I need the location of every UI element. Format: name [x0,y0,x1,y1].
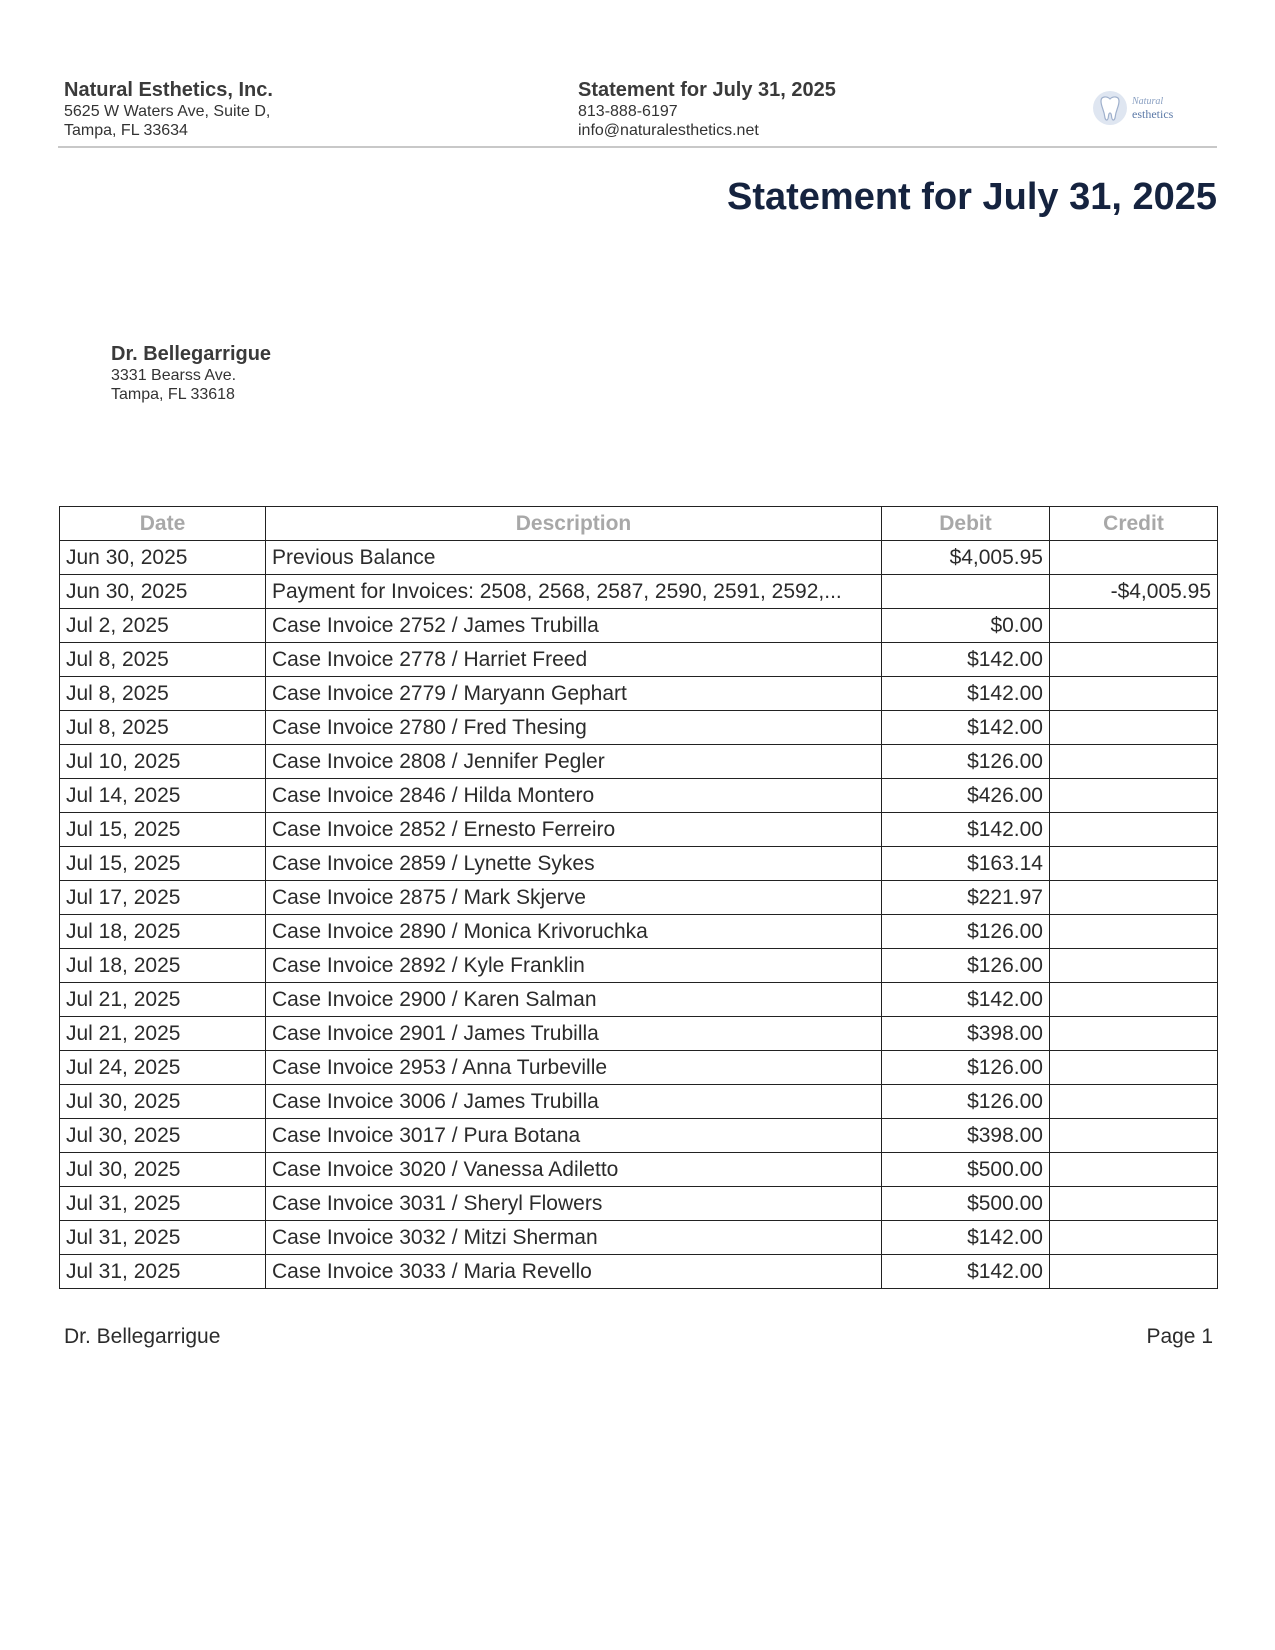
recipient-block [111,342,271,404]
table-row [60,949,1218,983]
table-row [60,779,1218,813]
cell-credit [1050,881,1218,915]
column-header-debit: Debit [882,507,1050,541]
cell-date: Jul 8, 2025 [60,711,266,745]
cell-debit: $126.00 [882,949,1050,983]
cell-credit [1050,541,1218,575]
cell-debit: $142.00 [882,711,1050,745]
table-row [60,1255,1218,1289]
table-row [60,915,1218,949]
recipient-address-line1: 3331 Bearss Ave. [111,367,237,384]
cell-date: Jul 2, 2025 [60,609,266,643]
cell-description: Previous Balance [266,541,882,575]
cell-credit [1050,1255,1218,1289]
cell-date: Jul 30, 2025 [60,1119,266,1153]
cell-description: Case Invoice 3033 / Maria Revello [266,1255,882,1289]
cell-date: Jul 15, 2025 [60,847,266,881]
cell-debit: $126.00 [882,915,1050,949]
cell-description: Case Invoice 2846 / Hilda Montero [266,779,882,813]
cell-description: Case Invoice 2778 / Harriet Freed [266,643,882,677]
cell-credit [1050,915,1218,949]
cell-date: Jul 17, 2025 [60,881,266,915]
cell-date: Jul 15, 2025 [60,813,266,847]
cell-date: Jul 18, 2025 [60,949,266,983]
cell-date: Jul 21, 2025 [60,983,266,1017]
cell-debit: $163.14 [882,847,1050,881]
cell-description: Case Invoice 2779 / Maryann Gephart [266,677,882,711]
cell-credit [1050,609,1218,643]
cell-debit: $126.00 [882,1085,1050,1119]
company-email: info@naturalesthetics.net [578,122,759,139]
cell-credit [1050,677,1218,711]
cell-description: Case Invoice 2852 / Ernesto Ferreiro [266,813,882,847]
cell-date: Jul 24, 2025 [60,1051,266,1085]
table-row [60,813,1218,847]
cell-credit [1050,1119,1218,1153]
cell-debit [882,575,1050,609]
cell-date: Jul 10, 2025 [60,745,266,779]
cell-description: Case Invoice 3020 / Vanessa Adiletto [266,1153,882,1187]
table-header-row [60,507,1218,541]
company-address-line2: Tampa, FL 33634 [64,122,188,139]
cell-debit: $398.00 [882,1017,1050,1051]
company-block [64,78,273,140]
cell-credit [1050,711,1218,745]
cell-description: Case Invoice 2808 / Jennifer Pegler [266,745,882,779]
cell-description: Case Invoice 2752 / James Trubilla [266,609,882,643]
cell-description: Case Invoice 3031 / Sheryl Flowers [266,1187,882,1221]
table-row [60,1153,1218,1187]
recipient-address-line2: Tampa, FL 33618 [111,386,235,403]
cell-debit: $142.00 [882,813,1050,847]
table-row [60,1085,1218,1119]
cell-description: Case Invoice 2890 / Monica Krivoruchka [266,915,882,949]
table-row [60,575,1218,609]
table-row [60,745,1218,779]
table-row [60,541,1218,575]
cell-date: Jul 21, 2025 [60,1017,266,1051]
table-row [60,1119,1218,1153]
table-row [60,881,1218,915]
company-name: Natural Esthetics, Inc. [64,79,273,101]
cell-date: Jul 31, 2025 [60,1221,266,1255]
footer-recipient-name: Dr. Bellegarrigue [64,1325,221,1348]
cell-credit [1050,1187,1218,1221]
cell-date: Jun 30, 2025 [60,575,266,609]
cell-description: Case Invoice 3032 / Mitzi Sherman [266,1221,882,1255]
table-row [60,643,1218,677]
cell-credit: -$4,005.95 [1050,575,1218,609]
cell-debit: $126.00 [882,745,1050,779]
cell-debit: $398.00 [882,1119,1050,1153]
tooth-logo-icon [1090,88,1130,128]
cell-description: Case Invoice 2900 / Karen Salman [266,983,882,1017]
cell-description: Case Invoice 2875 / Mark Skjerve [266,881,882,915]
cell-description: Case Invoice 2859 / Lynette Sykes [266,847,882,881]
cell-credit [1050,983,1218,1017]
company-logo [1090,88,1200,130]
cell-description: Case Invoice 3017 / Pura Botana [266,1119,882,1153]
cell-description: Case Invoice 2780 / Fred Thesing [266,711,882,745]
cell-debit: $142.00 [882,643,1050,677]
cell-credit [1050,1051,1218,1085]
cell-date: Jul 8, 2025 [60,677,266,711]
header-statement-title: Statement for July 31, 2025 [578,79,836,101]
page-header [58,78,1217,148]
table-row [60,983,1218,1017]
cell-debit: $142.00 [882,1255,1050,1289]
cell-debit: $4,005.95 [882,541,1050,575]
cell-description: Case Invoice 2953 / Anna Turbeville [266,1051,882,1085]
cell-date: Jul 8, 2025 [60,643,266,677]
recipient-name: Dr. Bellegarrigue [111,343,272,365]
cell-debit: $500.00 [882,1187,1050,1221]
cell-debit: $126.00 [882,1051,1050,1085]
cell-credit [1050,1221,1218,1255]
footer-page-number: Page 1 [1146,1325,1213,1348]
company-address-line1: 5625 W Waters Ave, Suite D, [64,103,271,120]
cell-credit [1050,1017,1218,1051]
logo-wordmark [1132,96,1173,120]
cell-credit [1050,1153,1218,1187]
cell-debit: $142.00 [882,677,1050,711]
cell-credit [1050,745,1218,779]
cell-date: Jul 14, 2025 [60,779,266,813]
table-row [60,1051,1218,1085]
table-row [60,847,1218,881]
column-header-date: Date [60,507,266,541]
cell-credit [1050,847,1218,881]
statement-table [59,506,1218,1289]
table-row [60,677,1218,711]
cell-credit [1050,1085,1218,1119]
table-row [60,1017,1218,1051]
cell-description: Case Invoice 3006 / James Trubilla [266,1085,882,1119]
cell-date: Jul 31, 2025 [60,1255,266,1289]
cell-description: Case Invoice 2892 / Kyle Franklin [266,949,882,983]
cell-credit [1050,643,1218,677]
cell-debit: $500.00 [882,1153,1050,1187]
cell-date: Jul 18, 2025 [60,915,266,949]
table-row [60,1187,1218,1221]
logo-text-line1: Natural [1132,96,1164,107]
cell-date: Jul 31, 2025 [60,1187,266,1221]
cell-date: Jul 30, 2025 [60,1085,266,1119]
cell-date: Jul 30, 2025 [60,1153,266,1187]
table-row [60,1221,1218,1255]
cell-debit: $221.97 [882,881,1050,915]
cell-description: Payment for Invoices: 2508, 2568, 2587, 2590, 2591, 2592,... [266,575,882,609]
contact-block [578,78,836,140]
column-header-credit: Credit [1050,507,1218,541]
cell-debit: $142.00 [882,1221,1050,1255]
cell-debit: $142.00 [882,983,1050,1017]
cell-description: Case Invoice 2901 / James Trubilla [266,1017,882,1051]
table-row [60,609,1218,643]
company-phone: 813-888-6197 [578,103,678,120]
cell-debit: $426.00 [882,779,1050,813]
cell-credit [1050,949,1218,983]
cell-credit [1050,813,1218,847]
table-row [60,711,1218,745]
cell-credit [1050,779,1218,813]
cell-date: Jun 30, 2025 [60,541,266,575]
cell-debit: $0.00 [882,609,1050,643]
column-header-description: Description [266,507,882,541]
statement-title: Statement for July 31, 2025 [727,176,1217,218]
logo-text-line2: esthetics [1132,107,1174,121]
